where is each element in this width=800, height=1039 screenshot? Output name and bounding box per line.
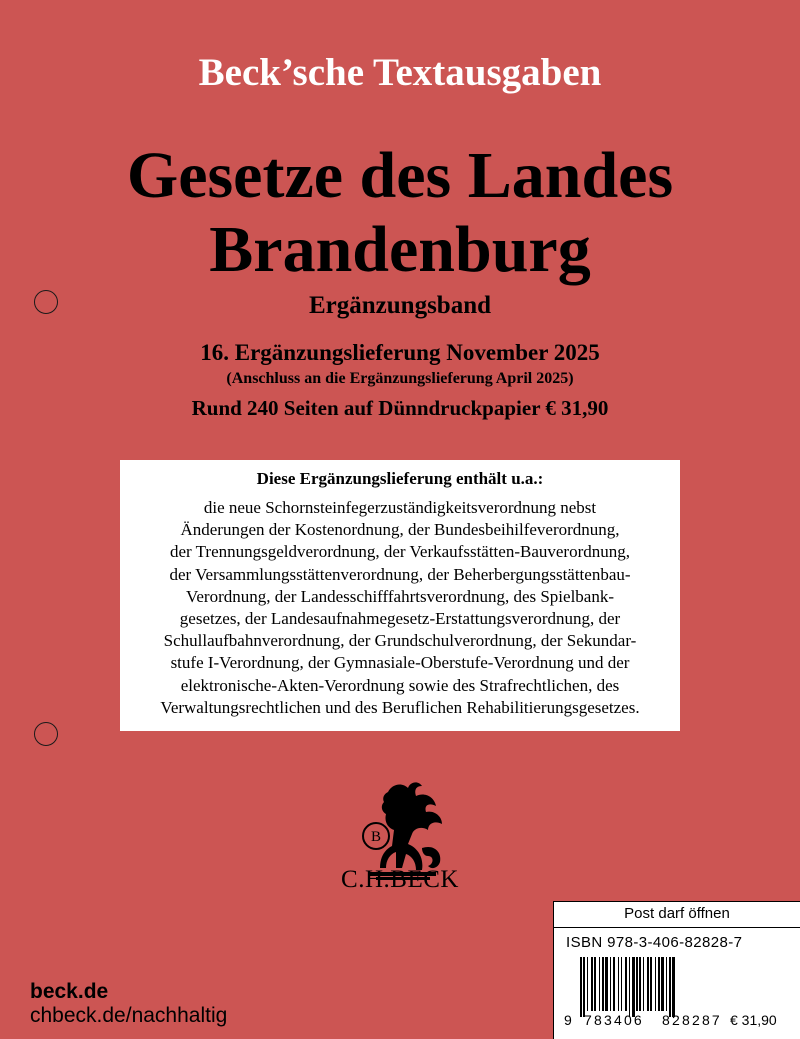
logo-letter: B — [370, 829, 382, 845]
pages-price: Rund 240 Seiten auf Dünndruckpapier € 31,90 — [191, 396, 609, 420]
punch-hole-icon — [34, 290, 58, 314]
series-title: Beck’sche Textausgaben — [198, 51, 602, 94]
contents-line: Schullaufbahnverordnung, der Grundschulverordnung, der Sekundar- — [163, 631, 637, 651]
barcode-icon — [580, 957, 740, 1017]
book-title-line-1: Gesetze des Landes — [126, 139, 674, 212]
contents-line: elektronische-Akten-Verordnung sowie des Strafrechtlichen, des — [180, 675, 620, 695]
barcode-digits: 783406 — [584, 1012, 644, 1028]
barcode-price: € 31,90 — [730, 1012, 777, 1028]
post-notice: Post darf öffnen — [554, 902, 800, 928]
volume-label: Ergänzungsband — [308, 292, 492, 319]
contents-line: Verordnung, der Landesschifffahrtsverordnung, des Spielbank- — [185, 586, 615, 606]
contents-line: der Versammlungsstättenverordnung, der Beherbergungsstättenbau- — [169, 564, 631, 584]
contents-line: die neue Schornsteinfegerzuständigkeitsverordnung nebst — [203, 498, 597, 517]
contents-line: gesetzes, der Landesaufnahmegesetz-Erstattungsverordnung, der — [179, 609, 621, 629]
barcode-label — [553, 901, 800, 1039]
edition-label: 16. Ergänzungslieferung November 2025 — [200, 340, 600, 365]
contents-heading: Diese Ergänzungslieferung enthält u.a.: — [256, 469, 544, 488]
isbn-number: ISBN 978-3-406-82828-7 — [566, 934, 743, 951]
contents-line: Verwaltungsrechtlichen und des Beruflichen Rehabilitierungsgesetzes. — [160, 697, 640, 717]
contents-line: der Trennungsgeldverordnung, der Verkaufsstätten-Bauverordnung, — [169, 542, 630, 562]
barcode-digit: 9 — [564, 1012, 572, 1028]
sustainability-link[interactable]: chbeck.de/nachhaltig — [30, 1004, 228, 1027]
contents-line: stufe I-Verordnung, der Gymnasiale-Oberstufe-Verordnung und der — [170, 653, 630, 673]
barcode-digits: 828287 — [662, 1012, 722, 1028]
publisher-logo-text: C.H.BECK — [341, 866, 459, 893]
website-link[interactable]: beck.de — [30, 980, 109, 1003]
punch-hole-icon — [34, 722, 58, 746]
book-title-line-2: Brandenburg — [209, 213, 591, 286]
contents-line: Änderungen der Kostenordnung, der Bundesbeihilfeverordnung, — [180, 520, 620, 540]
contents-box — [120, 460, 680, 731]
edition-note: (Anschluss an die Ergänzungslieferung April 2025) — [226, 370, 574, 387]
